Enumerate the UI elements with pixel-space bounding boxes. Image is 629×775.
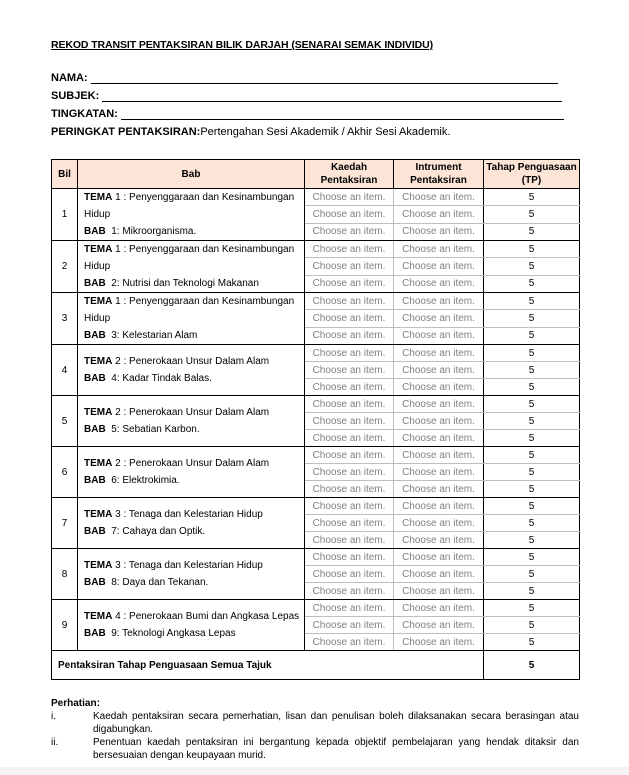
tema-text: 3 : Tenaga dan Kelestarian Hidup xyxy=(112,509,263,520)
tp-value: 5 xyxy=(484,549,580,566)
bab-text: 5: Sebatian Karbon. xyxy=(105,424,200,435)
bab-cell xyxy=(78,293,305,345)
table-row xyxy=(52,600,580,617)
bab-text: 3: Kelestarian Alam xyxy=(105,330,198,341)
intrument-dropdown[interactable]: Choose an item. xyxy=(394,345,484,362)
intrument-dropdown[interactable]: Choose an item. xyxy=(394,241,484,258)
bab-label: BAB xyxy=(84,424,106,435)
total-label: Pentaksiran Tahap Penguasaan Semua Tajuk xyxy=(52,651,484,680)
note-number: ii. xyxy=(51,737,59,748)
intrument-dropdown[interactable]: Choose an item. xyxy=(394,481,484,498)
intrument-dropdown[interactable]: Choose an item. xyxy=(394,327,484,344)
kaedah-dropdown[interactable]: Choose an item. xyxy=(305,241,394,258)
tema-text: 1 : Penyenggaraan dan Kesinambungan Hidup xyxy=(84,244,295,272)
tingkatan-label: TINGKATAN: xyxy=(51,108,118,120)
bab-text: 9: Teknologi Angkasa Lepas xyxy=(105,628,236,639)
note-text: Kaedah pentaksiran secara pemerhatian, lisan dan penulisan boleh dilaksanakan secara berasingan atau digabungkan. xyxy=(93,711,579,735)
bab-label: BAB xyxy=(84,526,106,537)
tp-value: 5 xyxy=(484,223,580,240)
table-row xyxy=(52,396,580,413)
table-row xyxy=(52,345,580,362)
bab-text: 6: Elektrokimia. xyxy=(105,475,180,486)
bab-text: 4: Kadar Tindak Balas. xyxy=(105,373,212,384)
intrument-dropdown[interactable]: Choose an item. xyxy=(394,634,484,651)
table-row xyxy=(52,447,580,464)
tp-value: 5 xyxy=(484,310,580,327)
tema-label: TEMA xyxy=(84,296,113,307)
intrument-dropdown[interactable]: Choose an item. xyxy=(394,275,484,292)
bab-cell xyxy=(78,345,305,396)
intrument-dropdown[interactable]: Choose an item. xyxy=(394,293,484,310)
bil-cell: 3 xyxy=(52,293,78,345)
tp-value: 5 xyxy=(484,447,580,464)
tp-value: 5 xyxy=(484,634,580,651)
tp-value: 5 xyxy=(484,583,580,600)
intrument-dropdown[interactable]: Choose an item. xyxy=(394,583,484,600)
intrument-dropdown[interactable]: Choose an item. xyxy=(394,379,484,396)
header-kaedah: Kaedah Pentaksiran xyxy=(305,160,394,189)
kaedah-dropdown[interactable]: Choose an item. xyxy=(305,258,394,275)
bil-cell: 8 xyxy=(52,549,78,600)
bab-text: 2: Nutrisi dan Teknologi Makanan xyxy=(105,278,259,289)
bab-text: 1: Mikroorganisma. xyxy=(105,226,197,237)
note-text: Penentuan kaedah pentaksiran ini bergantung kepada objektif pembelajaran yang hendak ditaksir dan bersesuaian dengan keupayaan murid. xyxy=(93,737,579,761)
tp-value: 5 xyxy=(484,430,580,447)
kaedah-dropdown[interactable]: Choose an item. xyxy=(305,310,394,327)
kaedah-dropdown[interactable]: Choose an item. xyxy=(305,362,394,379)
kaedah-dropdown[interactable]: Choose an item. xyxy=(305,549,394,566)
tingkatan-field xyxy=(51,108,564,120)
kaedah-dropdown[interactable]: Choose an item. xyxy=(305,447,394,464)
bil-cell: 7 xyxy=(52,498,78,549)
header-intrument: Intrument Pentaksiran xyxy=(394,160,484,189)
tema-text: 4 : Penerokaan Bumi dan Angkasa Lepas xyxy=(112,611,300,622)
header-bil: Bil xyxy=(52,160,78,189)
peringkat-label: PERINGKAT PENTAKSIRAN: xyxy=(51,126,201,138)
intrument-dropdown[interactable]: Choose an item. xyxy=(394,600,484,617)
tp-value: 5 xyxy=(484,481,580,498)
kaedah-dropdown[interactable]: Choose an item. xyxy=(305,566,394,583)
tema-text: 1 : Penyenggaraan dan Kesinambungan Hidup xyxy=(84,296,295,324)
bab-label: BAB xyxy=(84,475,106,486)
tingkatan-input-line[interactable] xyxy=(121,109,564,120)
kaedah-dropdown[interactable]: Choose an item. xyxy=(305,532,394,549)
kaedah-dropdown[interactable]: Choose an item. xyxy=(305,481,394,498)
tp-value: 5 xyxy=(484,327,580,344)
bil-cell: 2 xyxy=(52,241,78,293)
intrument-dropdown[interactable]: Choose an item. xyxy=(394,396,484,413)
kaedah-dropdown[interactable]: Choose an item. xyxy=(305,464,394,481)
kaedah-dropdown[interactable]: Choose an item. xyxy=(305,189,394,206)
intrument-dropdown[interactable]: Choose an item. xyxy=(394,206,484,223)
bab-cell xyxy=(78,600,305,651)
bab-label: BAB xyxy=(84,278,106,289)
notes-heading: Perhatian: xyxy=(51,698,100,709)
assessment-table xyxy=(51,159,580,680)
table-row xyxy=(52,189,580,206)
total-row xyxy=(52,651,580,680)
kaedah-dropdown[interactable]: Choose an item. xyxy=(305,275,394,292)
kaedah-dropdown[interactable]: Choose an item. xyxy=(305,396,394,413)
nama-field xyxy=(51,72,558,84)
document-title: REKOD TRANSIT PENTAKSIRAN BILIK DARJAH (SENARAI SEMAK INDIVIDU) xyxy=(51,39,434,51)
tp-value: 5 xyxy=(484,362,580,379)
nama-label: NAMA: xyxy=(51,72,88,84)
kaedah-dropdown[interactable]: Choose an item. xyxy=(305,206,394,223)
tema-text: 2 : Penerokaan Unsur Dalam Alam xyxy=(112,356,270,367)
notes-section xyxy=(51,697,579,762)
bab-label: BAB xyxy=(84,330,106,341)
kaedah-dropdown[interactable]: Choose an item. xyxy=(305,600,394,617)
intrument-dropdown[interactable]: Choose an item. xyxy=(394,549,484,566)
tp-value: 5 xyxy=(484,515,580,532)
tema-label: TEMA xyxy=(84,611,113,622)
tp-value: 5 xyxy=(484,241,580,258)
tp-value: 5 xyxy=(484,396,580,413)
intrument-dropdown[interactable]: Choose an item. xyxy=(394,617,484,634)
header-bab: Bab xyxy=(78,160,305,189)
intrument-dropdown[interactable]: Choose an item. xyxy=(394,258,484,275)
intrument-dropdown[interactable]: Choose an item. xyxy=(394,566,484,583)
intrument-dropdown[interactable]: Choose an item. xyxy=(394,189,484,206)
intrument-dropdown[interactable]: Choose an item. xyxy=(394,430,484,447)
tp-value: 5 xyxy=(484,379,580,396)
table-header-row xyxy=(52,160,580,189)
bil-cell: 1 xyxy=(52,189,78,241)
subjek-label: SUBJEK: xyxy=(51,90,100,102)
tp-value: 5 xyxy=(484,532,580,549)
bab-label: BAB xyxy=(84,628,106,639)
tp-value: 5 xyxy=(484,464,580,481)
bab-label: BAB xyxy=(84,226,106,237)
bil-cell: 4 xyxy=(52,345,78,396)
bil-cell: 5 xyxy=(52,396,78,447)
table-row xyxy=(52,293,580,310)
peringkat-field xyxy=(51,126,450,138)
kaedah-dropdown[interactable]: Choose an item. xyxy=(305,430,394,447)
intrument-dropdown[interactable]: Choose an item. xyxy=(394,310,484,327)
bab-cell xyxy=(78,396,305,447)
tema-label: TEMA xyxy=(84,560,113,571)
nama-input-line[interactable] xyxy=(91,73,558,84)
bab-cell xyxy=(78,549,305,600)
bab-label: BAB xyxy=(84,373,106,384)
tp-value: 5 xyxy=(484,566,580,583)
bab-text: 8: Daya dan Tekanan. xyxy=(105,577,209,588)
intrument-dropdown[interactable]: Choose an item. xyxy=(394,223,484,240)
bab-label: BAB xyxy=(84,577,106,588)
tema-text: 2 : Penerokaan Unsur Dalam Alam xyxy=(112,407,270,418)
note-number: i. xyxy=(51,711,56,722)
kaedah-dropdown[interactable]: Choose an item. xyxy=(305,413,394,430)
kaedah-dropdown[interactable]: Choose an item. xyxy=(305,617,394,634)
table-row xyxy=(52,241,580,258)
tp-value: 5 xyxy=(484,617,580,634)
tema-text: 2 : Penerokaan Unsur Dalam Alam xyxy=(112,458,270,469)
tp-value: 5 xyxy=(484,189,580,206)
kaedah-dropdown[interactable]: Choose an item. xyxy=(305,515,394,532)
bil-cell: 9 xyxy=(52,600,78,651)
intrument-dropdown[interactable]: Choose an item. xyxy=(394,532,484,549)
subjek-field xyxy=(51,90,562,102)
kaedah-dropdown[interactable]: Choose an item. xyxy=(305,498,394,515)
tp-value: 5 xyxy=(484,345,580,362)
intrument-dropdown[interactable]: Choose an item. xyxy=(394,498,484,515)
tp-value: 5 xyxy=(484,498,580,515)
header-tahap: Tahap Penguasaan (TP) xyxy=(484,160,580,189)
intrument-dropdown[interactable]: Choose an item. xyxy=(394,413,484,430)
kaedah-dropdown[interactable]: Choose an item. xyxy=(305,293,394,310)
kaedah-dropdown[interactable]: Choose an item. xyxy=(305,327,394,344)
kaedah-dropdown[interactable]: Choose an item. xyxy=(305,345,394,362)
kaedah-dropdown[interactable]: Choose an item. xyxy=(305,583,394,600)
tema-label: TEMA xyxy=(84,407,113,418)
note-item xyxy=(51,710,579,736)
kaedah-dropdown[interactable]: Choose an item. xyxy=(305,223,394,240)
tp-value: 5 xyxy=(484,413,580,430)
bil-cell: 6 xyxy=(52,447,78,498)
tp-value: 5 xyxy=(484,258,580,275)
tema-label: TEMA xyxy=(84,356,113,367)
table-row xyxy=(52,498,580,515)
note-item xyxy=(51,736,579,762)
bab-cell xyxy=(78,447,305,498)
tp-value: 5 xyxy=(484,600,580,617)
intrument-dropdown[interactable]: Choose an item. xyxy=(394,447,484,464)
tema-label: TEMA xyxy=(84,192,113,203)
subjek-input-line[interactable] xyxy=(102,91,562,102)
tema-label: TEMA xyxy=(84,458,113,469)
total-value: 5 xyxy=(484,651,580,680)
table-row xyxy=(52,549,580,566)
bab-cell xyxy=(78,498,305,549)
kaedah-dropdown[interactable]: Choose an item. xyxy=(305,379,394,396)
page-bottom-edge xyxy=(0,767,629,775)
bab-cell xyxy=(78,189,305,241)
tema-text: 1 : Penyenggaraan dan Kesinambungan Hidup xyxy=(84,192,295,220)
tp-value: 5 xyxy=(484,206,580,223)
tema-label: TEMA xyxy=(84,244,113,255)
intrument-dropdown[interactable]: Choose an item. xyxy=(394,515,484,532)
bab-cell xyxy=(78,241,305,293)
tema-text: 3 : Tenaga dan Kelestarian Hidup xyxy=(112,560,263,571)
tp-value: 5 xyxy=(484,275,580,292)
intrument-dropdown[interactable]: Choose an item. xyxy=(394,464,484,481)
tema-label: TEMA xyxy=(84,509,113,520)
peringkat-value: Pertengahan Sesi Akademik / Akhir Sesi Akademik. xyxy=(200,126,451,138)
intrument-dropdown[interactable]: Choose an item. xyxy=(394,362,484,379)
kaedah-dropdown[interactable]: Choose an item. xyxy=(305,634,394,651)
bab-text: 7: Cahaya dan Optik. xyxy=(105,526,206,537)
tp-value: 5 xyxy=(484,293,580,310)
